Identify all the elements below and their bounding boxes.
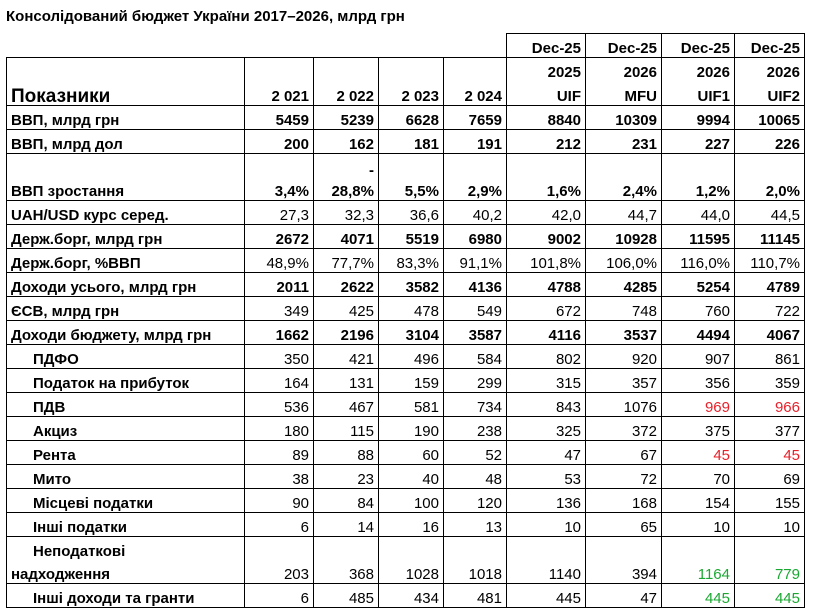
cell: 9002 bbox=[507, 225, 586, 249]
cell: 2,4% bbox=[586, 154, 662, 201]
cell: 861 bbox=[735, 345, 805, 369]
cell: 10309 bbox=[586, 106, 662, 130]
cell: 920 bbox=[586, 345, 662, 369]
cell: 164 bbox=[245, 369, 314, 393]
cell: 45 bbox=[735, 441, 805, 465]
cell: 1,6% bbox=[507, 154, 586, 201]
cell: 315 bbox=[507, 369, 586, 393]
cell: 760 bbox=[662, 297, 735, 321]
cell: 1018 bbox=[444, 537, 507, 584]
table-row bbox=[7, 393, 805, 417]
table-row bbox=[7, 537, 805, 584]
cell: 5,5% bbox=[379, 154, 444, 201]
cell: 1164 bbox=[662, 537, 735, 584]
column-header: 2 023 bbox=[379, 58, 444, 106]
cell: 67 bbox=[586, 441, 662, 465]
cell: 47 bbox=[586, 584, 662, 608]
cell: 2011 bbox=[245, 273, 314, 297]
cell: 368 bbox=[314, 537, 379, 584]
cell: 1076 bbox=[586, 393, 662, 417]
cell: 325 bbox=[507, 417, 586, 441]
cell: 48 bbox=[444, 465, 507, 489]
table-row bbox=[7, 584, 805, 608]
cell: 8840 bbox=[507, 106, 586, 130]
cell: 159 bbox=[379, 369, 444, 393]
column-header: 2 024 bbox=[444, 58, 507, 106]
row-label: ПДФО bbox=[7, 345, 245, 369]
cell: 91,1% bbox=[444, 249, 507, 273]
cell: 496 bbox=[379, 345, 444, 369]
cell: 4285 bbox=[586, 273, 662, 297]
cell: 4067 bbox=[735, 321, 805, 345]
cell: 445 bbox=[507, 584, 586, 608]
cell: 9994 bbox=[662, 106, 735, 130]
row-label: Доходи усього, млрд грн bbox=[7, 273, 245, 297]
table-row bbox=[7, 273, 805, 297]
cell: 155 bbox=[735, 489, 805, 513]
cell: 4136 bbox=[444, 273, 507, 297]
cell: 4789 bbox=[735, 273, 805, 297]
cell: 69 bbox=[735, 465, 805, 489]
row-label: Податок на прибуток bbox=[7, 369, 245, 393]
cell: 2196 bbox=[314, 321, 379, 345]
row-label: ПДВ bbox=[7, 393, 245, 417]
cell: 2,9% bbox=[444, 154, 507, 201]
cell: 1028 bbox=[379, 537, 444, 584]
cell: 44,7 bbox=[586, 201, 662, 225]
cell: 168 bbox=[586, 489, 662, 513]
column-header: 2 022 bbox=[314, 58, 379, 106]
table-row bbox=[7, 201, 805, 225]
cell: 969 bbox=[662, 393, 735, 417]
cell: 478 bbox=[379, 297, 444, 321]
cell: 3,4% bbox=[245, 154, 314, 201]
cell: 299 bbox=[444, 369, 507, 393]
cell: 40,2 bbox=[444, 201, 507, 225]
table-row bbox=[7, 106, 805, 130]
row-label: Інші доходи та гранти bbox=[7, 584, 245, 608]
cell: 89 bbox=[245, 441, 314, 465]
cell: 11595 bbox=[662, 225, 735, 249]
cell: 722 bbox=[735, 297, 805, 321]
row-label: ВВП зростання bbox=[7, 154, 245, 201]
cell: 1662 bbox=[245, 321, 314, 345]
cell: 802 bbox=[507, 345, 586, 369]
cell: 481 bbox=[444, 584, 507, 608]
cell: 6 bbox=[245, 513, 314, 537]
cell: 584 bbox=[444, 345, 507, 369]
table-row bbox=[7, 369, 805, 393]
cell: 5519 bbox=[379, 225, 444, 249]
cell: 394 bbox=[586, 537, 662, 584]
table-row bbox=[7, 297, 805, 321]
cell: 966 bbox=[735, 393, 805, 417]
row-label: ВВП, млрд дол bbox=[7, 130, 245, 154]
cell: 180 bbox=[245, 417, 314, 441]
cell: 10 bbox=[735, 513, 805, 537]
row-label: ВВП, млрд грн bbox=[7, 106, 245, 130]
row-label: UAH/USD курс серед. bbox=[7, 201, 245, 225]
cell: 136 bbox=[507, 489, 586, 513]
header-row bbox=[7, 58, 805, 106]
cell: 4494 bbox=[662, 321, 735, 345]
table-row bbox=[7, 249, 805, 273]
cell: 226 bbox=[735, 130, 805, 154]
row-label: Держ.борг, млрд грн bbox=[7, 225, 245, 249]
cell: 7659 bbox=[444, 106, 507, 130]
column-header: 2026 UIF1 bbox=[662, 58, 735, 106]
cell: 13 bbox=[444, 513, 507, 537]
column-header: 2026 MFU bbox=[586, 58, 662, 106]
table-title: Консолідований бюджет України 2017–2026, млрд грн bbox=[6, 8, 405, 25]
cell: 23 bbox=[314, 465, 379, 489]
cell: 350 bbox=[245, 345, 314, 369]
row-label: Місцеві податки bbox=[7, 489, 245, 513]
cell: 115 bbox=[314, 417, 379, 441]
cell: 375 bbox=[662, 417, 735, 441]
cell: 3104 bbox=[379, 321, 444, 345]
row-label: Рента bbox=[7, 441, 245, 465]
cell: 27,3 bbox=[245, 201, 314, 225]
cell: 72 bbox=[586, 465, 662, 489]
cell: 190 bbox=[379, 417, 444, 441]
cell: 5239 bbox=[314, 106, 379, 130]
cell: 10065 bbox=[735, 106, 805, 130]
header-date: Dec-25 bbox=[662, 34, 735, 58]
row-label: Держ.борг, %ВВП bbox=[7, 249, 245, 273]
budget-table bbox=[6, 33, 805, 608]
header-date: Dec-25 bbox=[586, 34, 662, 58]
cell: 42,0 bbox=[507, 201, 586, 225]
table-row bbox=[7, 465, 805, 489]
cell: 581 bbox=[379, 393, 444, 417]
cell: 227 bbox=[662, 130, 735, 154]
cell: 60 bbox=[379, 441, 444, 465]
table-row bbox=[7, 345, 805, 369]
cell: 2622 bbox=[314, 273, 379, 297]
header-date: Dec-25 bbox=[507, 34, 586, 58]
cell: - 28,8% bbox=[314, 154, 379, 201]
cell: 434 bbox=[379, 584, 444, 608]
cell: 100 bbox=[379, 489, 444, 513]
cell: 238 bbox=[444, 417, 507, 441]
cell: 38 bbox=[245, 465, 314, 489]
cell: 372 bbox=[586, 417, 662, 441]
cell: 181 bbox=[379, 130, 444, 154]
table-row bbox=[7, 130, 805, 154]
cell: 83,3% bbox=[379, 249, 444, 273]
cell: 779 bbox=[735, 537, 805, 584]
cell: 45 bbox=[662, 441, 735, 465]
table-row bbox=[7, 489, 805, 513]
cell: 5459 bbox=[245, 106, 314, 130]
cell: 536 bbox=[245, 393, 314, 417]
cell: 88 bbox=[314, 441, 379, 465]
cell: 4071 bbox=[314, 225, 379, 249]
indicator-header: Показники bbox=[7, 58, 245, 106]
cell: 162 bbox=[314, 130, 379, 154]
cell: 10 bbox=[507, 513, 586, 537]
cell: 2672 bbox=[245, 225, 314, 249]
row-label: Неподаткові надходження bbox=[7, 537, 245, 584]
cell: 357 bbox=[586, 369, 662, 393]
cell: 6 bbox=[245, 584, 314, 608]
cell: 48,9% bbox=[245, 249, 314, 273]
cell: 445 bbox=[735, 584, 805, 608]
cell: 5254 bbox=[662, 273, 735, 297]
cell: 154 bbox=[662, 489, 735, 513]
cell: 10928 bbox=[586, 225, 662, 249]
column-header: 2025 UIF bbox=[507, 58, 586, 106]
cell: 1140 bbox=[507, 537, 586, 584]
column-header: 2 021 bbox=[245, 58, 314, 106]
cell: 116,0% bbox=[662, 249, 735, 273]
cell: 40 bbox=[379, 465, 444, 489]
cell: 70 bbox=[662, 465, 735, 489]
cell: 6980 bbox=[444, 225, 507, 249]
cell: 84 bbox=[314, 489, 379, 513]
cell: 106,0% bbox=[586, 249, 662, 273]
row-label: Акциз bbox=[7, 417, 245, 441]
table-row bbox=[7, 513, 805, 537]
cell: 44,5 bbox=[735, 201, 805, 225]
cell: 231 bbox=[586, 130, 662, 154]
cell: 672 bbox=[507, 297, 586, 321]
table-row bbox=[7, 154, 805, 201]
row-label: Інші податки bbox=[7, 513, 245, 537]
cell: 200 bbox=[245, 130, 314, 154]
cell: 549 bbox=[444, 297, 507, 321]
cell: 1,2% bbox=[662, 154, 735, 201]
cell: 4788 bbox=[507, 273, 586, 297]
cell: 734 bbox=[444, 393, 507, 417]
cell: 10 bbox=[662, 513, 735, 537]
cell: 445 bbox=[662, 584, 735, 608]
cell: 77,7% bbox=[314, 249, 379, 273]
cell: 421 bbox=[314, 345, 379, 369]
cell: 101,8% bbox=[507, 249, 586, 273]
cell: 467 bbox=[314, 393, 379, 417]
cell: 131 bbox=[314, 369, 379, 393]
cell: 11145 bbox=[735, 225, 805, 249]
cell: 32,3 bbox=[314, 201, 379, 225]
row-label: Мито bbox=[7, 465, 245, 489]
cell: 14 bbox=[314, 513, 379, 537]
cell: 907 bbox=[662, 345, 735, 369]
cell: 2,0% bbox=[735, 154, 805, 201]
cell: 748 bbox=[586, 297, 662, 321]
column-header: 2026 UIF2 bbox=[735, 58, 805, 106]
cell: 843 bbox=[507, 393, 586, 417]
cell: 425 bbox=[314, 297, 379, 321]
cell: 16 bbox=[379, 513, 444, 537]
cell: 90 bbox=[245, 489, 314, 513]
cell: 485 bbox=[314, 584, 379, 608]
cell: 359 bbox=[735, 369, 805, 393]
cell: 3582 bbox=[379, 273, 444, 297]
cell: 53 bbox=[507, 465, 586, 489]
cell: 212 bbox=[507, 130, 586, 154]
cell: 65 bbox=[586, 513, 662, 537]
table-row bbox=[7, 417, 805, 441]
cell: 349 bbox=[245, 297, 314, 321]
cell: 52 bbox=[444, 441, 507, 465]
table-row bbox=[7, 321, 805, 345]
cell: 203 bbox=[245, 537, 314, 584]
cell: 3537 bbox=[586, 321, 662, 345]
header-date: Dec-25 bbox=[735, 34, 805, 58]
table-row bbox=[7, 225, 805, 249]
cell: 191 bbox=[444, 130, 507, 154]
cell: 3587 bbox=[444, 321, 507, 345]
cell: 36,6 bbox=[379, 201, 444, 225]
cell: 120 bbox=[444, 489, 507, 513]
cell: 110,7% bbox=[735, 249, 805, 273]
table-row bbox=[7, 441, 805, 465]
cell: 356 bbox=[662, 369, 735, 393]
cell: 4116 bbox=[507, 321, 586, 345]
cell: 6628 bbox=[379, 106, 444, 130]
header-date-row bbox=[7, 34, 805, 58]
row-label: Доходи бюджету, млрд грн bbox=[7, 321, 245, 345]
cell: 47 bbox=[507, 441, 586, 465]
row-label: ЄСВ, млрд грн bbox=[7, 297, 245, 321]
cell: 44,0 bbox=[662, 201, 735, 225]
cell: 377 bbox=[735, 417, 805, 441]
